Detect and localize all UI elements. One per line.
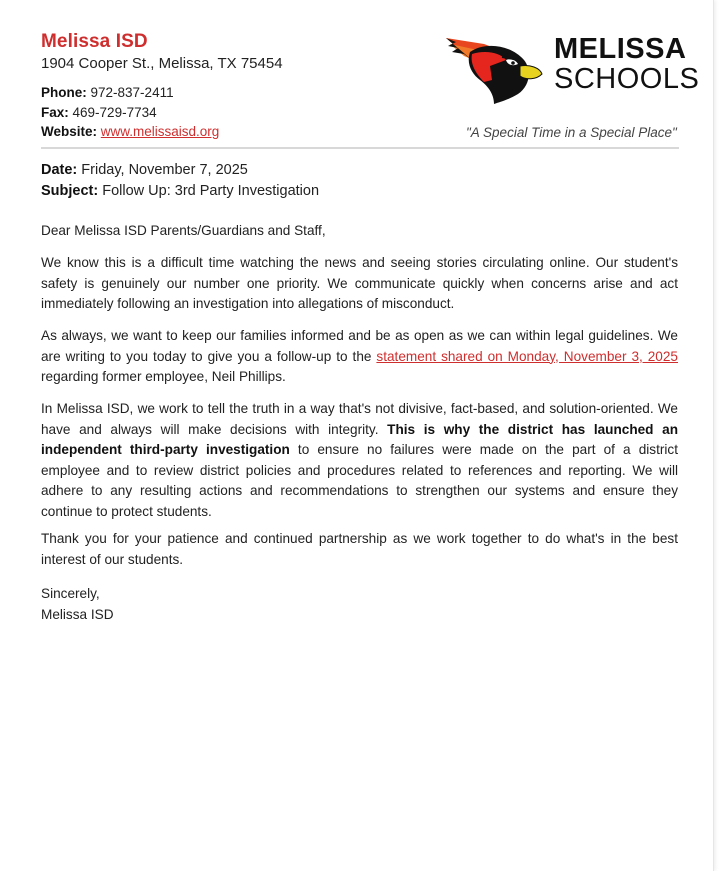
paragraph-1: We know this is a difficult time watching the news and seeing stories circulating online. Our student's safety is genuinely our number one priority. We communicate quickly when concerns arise and act immediately following an investigation into allegations of misconduct.: [41, 255, 678, 311]
paragraph-2: [41, 326, 678, 388]
website-line: [41, 124, 219, 139]
letter-subject: [41, 183, 319, 199]
date-value: Friday, November 7, 2025: [81, 162, 248, 178]
subject-label: Subject:: [41, 183, 99, 199]
logo-line-2: SCHOOLS: [554, 63, 700, 95]
website-label: Website:: [41, 124, 98, 139]
paragraph-4: Thank you for your patience and continued partnership as we work together to do what's in the best interest of our students.: [41, 531, 678, 567]
closing: Sincerely,: [41, 586, 100, 601]
website-link[interactable]: www.melissaisd.org: [100, 124, 220, 139]
cardinal-mascot-icon: [444, 30, 548, 106]
phone-value: 972-837-2411: [90, 85, 174, 100]
fax-label: Fax:: [41, 105, 69, 120]
district-motto: "A Special Time in a Special Place": [466, 125, 677, 140]
letter-date: [41, 162, 248, 178]
phone-line: [41, 85, 174, 100]
paragraph-3-text-a: In Melissa ISD, we work to tell the truth in a way that's not divisive, fact-based, and solution-oriented. We have and always will make decisions with integrity.: [41, 401, 678, 437]
fax-value: 469-729-7734: [72, 105, 157, 120]
district-logo: [444, 30, 700, 106]
letter-greeting: Dear Melissa ISD Parents/Guardians and Staff,: [41, 223, 326, 238]
paragraph-3: [41, 399, 678, 522]
logo-line-1: MELISSA: [554, 33, 687, 65]
subject-value: Follow Up: 3rd Party Investigation: [102, 183, 320, 199]
header-divider: [41, 147, 679, 149]
phone-label: Phone:: [41, 85, 87, 100]
paragraph-2-text-a: As always, we want to keep our families informed and be as open as we can within legal guidelines. We are writing to you today to give you a follow-up to the: [41, 328, 678, 364]
paragraph-2-text-b: regarding former employee, Neil Phillips.: [41, 369, 286, 384]
date-label: Date:: [41, 162, 78, 178]
fax-line: [41, 105, 157, 120]
org-address: 1904 Cooper St., Melissa, TX 75454: [41, 55, 283, 72]
paragraph-3-emphasis: This is why the district has launched an independent third-party investigation: [41, 421, 678, 457]
org-name: Melissa ISD: [41, 31, 148, 52]
signature: Melissa ISD: [41, 606, 114, 622]
paragraph-3-text-b: to ensure no failures were made on the part of a district employee and to review district policies and procedures related to references and reporting. We will adhere to any resulting actions and recommendations to strengthen our systems and ensure they continue to protect students.: [41, 442, 678, 519]
letter-signoff: [41, 584, 678, 625]
statement-link[interactable]: statement shared on Monday, November 3, 2025: [376, 348, 678, 364]
logo-wordmark: [554, 34, 699, 94]
